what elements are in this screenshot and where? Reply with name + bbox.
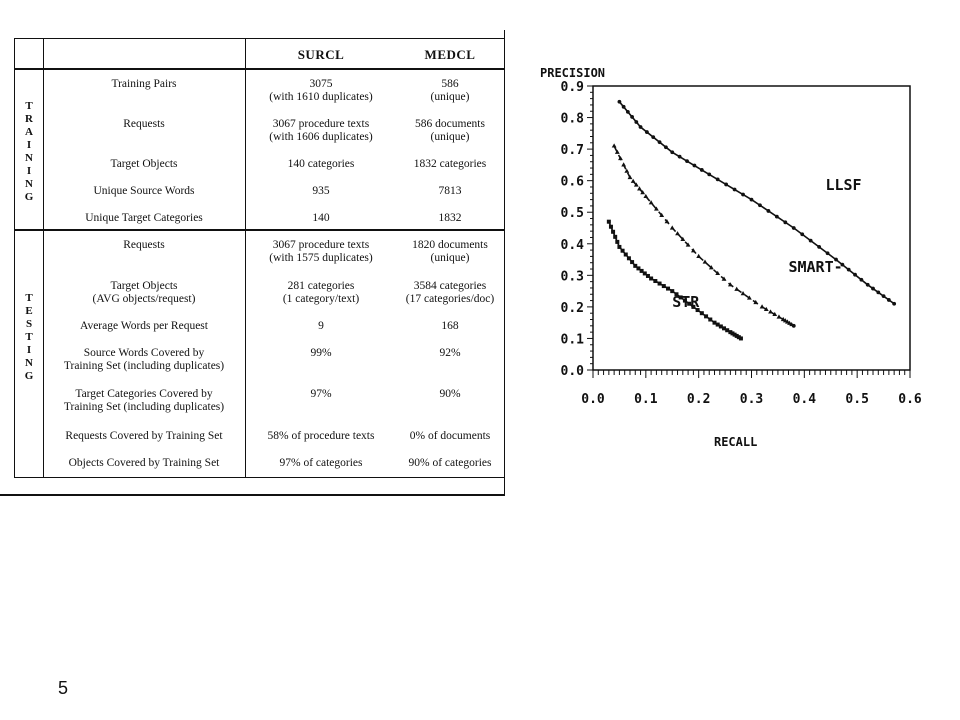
data-point	[617, 245, 621, 249]
data-point	[696, 254, 701, 258]
data-point	[800, 232, 804, 236]
x-tick-label: 0.2	[686, 392, 711, 407]
data-point	[700, 168, 704, 172]
cell-surcl-test-target-objects: 281 categories (1 category/text)	[282, 280, 360, 305]
data-point	[792, 324, 796, 328]
data-point	[685, 159, 689, 163]
slide-number: 5	[58, 678, 69, 698]
data-point	[670, 150, 674, 154]
row-label-average-words: Average Words per Request	[80, 320, 208, 332]
row-label-requests: Requests	[123, 118, 165, 130]
data-point	[708, 318, 712, 322]
cell-medcl-target-objects: 1832 categories	[413, 158, 487, 170]
table-top-border	[14, 38, 505, 39]
cell-surcl-objects-covered: 97% of categories	[279, 457, 363, 469]
section-label-letter: S	[25, 318, 33, 330]
data-point	[783, 220, 787, 224]
data-point	[621, 249, 625, 253]
data-point	[887, 298, 891, 302]
table-section-rule	[14, 229, 505, 231]
data-point	[733, 188, 737, 192]
section-label-letter: T	[25, 292, 33, 304]
data-point	[817, 245, 821, 249]
data-point	[734, 287, 739, 291]
data-point	[662, 284, 666, 288]
cell-medcl-requests-covered: 0% of documents	[409, 430, 491, 442]
section-label-letter: N	[25, 357, 33, 369]
y-tick-label: 0.3	[560, 269, 584, 285]
data-point	[627, 256, 631, 260]
row-label-target-objects: Target Objects	[110, 158, 178, 170]
section-label-letter: T	[25, 100, 33, 112]
x-tick-label: 0.5	[845, 392, 869, 407]
data-point	[826, 251, 830, 255]
section-label-letter: R	[25, 113, 33, 125]
y-tick-label: 0.0	[560, 364, 584, 379]
cell-surcl-requests-covered: 58% of procedure texts	[267, 430, 375, 442]
series-line-smart	[614, 146, 794, 326]
y-tick-label: 0.1	[560, 332, 584, 348]
data-point	[611, 230, 615, 234]
data-point	[704, 314, 708, 318]
table-bottom-border	[0, 494, 505, 496]
table-inner-bottom-rule	[14, 477, 505, 478]
series-label: STR	[672, 292, 700, 311]
column-header-medcl: MEDCL	[424, 47, 476, 62]
y-tick-label: 0.9	[560, 80, 584, 95]
data-point	[626, 110, 630, 114]
y-tick-label: 0.8	[560, 111, 584, 127]
data-point	[613, 235, 617, 239]
data-point	[876, 290, 880, 294]
data-point	[768, 309, 773, 313]
section-label-letter: I	[26, 165, 32, 177]
y-tick-label: 0.5	[560, 206, 584, 222]
row-label-training-pairs: Training Pairs	[111, 78, 177, 90]
section-label-training	[14, 100, 44, 204]
data-point	[707, 172, 711, 176]
cell-medcl-unique-target-categories: 1832	[438, 212, 462, 224]
data-point	[624, 253, 628, 257]
section-label-letter: E	[25, 305, 33, 317]
data-point	[612, 143, 617, 147]
data-point	[724, 183, 728, 187]
table-header-rule	[14, 68, 505, 70]
data-point	[767, 209, 771, 213]
section-label-testing	[14, 292, 44, 383]
y-tick-label: 0.2	[560, 300, 584, 316]
data-point	[615, 240, 619, 244]
row-label-requests-covered: Requests Covered by Training Set	[65, 430, 223, 442]
data-point	[658, 140, 662, 144]
cell-medcl-average-words: 168	[441, 320, 459, 332]
x-tick-label: 0.3	[739, 392, 764, 407]
data-point	[675, 231, 680, 235]
row-label-unique-source-words: Unique Source Words	[93, 185, 195, 197]
cell-medcl-target-categories-covered: 90%	[439, 388, 461, 400]
y-axis-label: PRECISION	[540, 66, 606, 80]
x-tick-label: 0.0	[581, 392, 605, 407]
cell-surcl-unique-target-categories: 140	[312, 212, 330, 224]
section-label-letter: N	[25, 178, 33, 190]
data-point	[693, 164, 697, 168]
data-point	[607, 220, 611, 224]
data-point	[630, 260, 634, 264]
cell-medcl-test-target-objects: 3584 categories (17 categories/doc)	[405, 280, 495, 305]
data-point	[853, 273, 857, 277]
data-point	[750, 198, 754, 202]
data-point	[716, 178, 720, 182]
section-label-letter: I	[26, 344, 32, 356]
x-tick-label: 0.4	[792, 392, 817, 407]
data-point	[892, 302, 896, 306]
data-point	[871, 287, 875, 291]
data-point	[775, 215, 779, 219]
data-point	[609, 225, 613, 229]
y-tick-label: 0.7	[560, 143, 584, 159]
data-point	[621, 162, 626, 166]
cell-surcl-test-requests: 3067 procedure texts (with 1575 duplicates)	[269, 239, 373, 264]
cell-surcl-source-words-covered: 99%	[310, 347, 332, 359]
series-line-llsf	[619, 102, 894, 304]
data-point	[653, 279, 657, 283]
data-point	[809, 239, 813, 243]
cell-medcl-requests: 586 documents (unique)	[415, 118, 485, 143]
x-axis-label: RECALL	[713, 435, 758, 449]
x-tick-label: 0.6	[898, 392, 922, 407]
data-point	[645, 130, 649, 134]
data-point	[630, 115, 634, 119]
row-label-test-target-objects: Target Objects (AVG objects/request)	[92, 280, 196, 305]
cell-medcl-training-pairs: 586 (unique)	[430, 78, 470, 103]
section-label-letter: G	[24, 370, 34, 382]
series-label: LLSF	[825, 176, 862, 195]
data-point	[792, 226, 796, 230]
table-right-border	[504, 30, 505, 496]
data-point	[658, 282, 662, 286]
data-point	[618, 100, 622, 104]
dataset-statistics-table	[0, 30, 505, 496]
data-point	[651, 135, 655, 139]
cell-medcl-unique-source-words: 7813	[438, 185, 462, 197]
data-point	[639, 125, 643, 129]
cell-surcl-training-pairs: 3075 (with 1610 duplicates)	[269, 78, 373, 103]
data-point	[741, 193, 745, 197]
cell-surcl-average-words: 9	[318, 320, 324, 332]
data-point	[700, 311, 704, 315]
data-point	[670, 225, 675, 229]
data-point	[866, 283, 870, 287]
data-point	[760, 304, 765, 308]
data-point	[777, 314, 782, 318]
data-point	[664, 145, 668, 149]
series-label: SMART-	[788, 258, 843, 277]
data-point	[666, 287, 670, 291]
cell-surcl-requests: 3067 procedure texts (with 1606 duplicates)	[269, 118, 373, 143]
cell-surcl-unique-source-words: 935	[312, 185, 330, 197]
cell-medcl-test-requests: 1820 documents (unique)	[412, 239, 488, 264]
cell-medcl-source-words-covered: 92%	[439, 347, 461, 359]
cell-surcl-target-objects: 140 categories	[287, 158, 355, 170]
data-point	[643, 194, 648, 198]
precision-recall-chart	[520, 58, 940, 458]
data-point	[637, 186, 642, 190]
data-point	[649, 276, 653, 280]
column-header-surcl: SURCL	[297, 47, 345, 62]
y-tick-label: 0.6	[560, 174, 584, 190]
row-label-test-requests: Requests	[123, 239, 165, 251]
section-label-letter: N	[25, 152, 33, 164]
cell-medcl-objects-covered: 90% of categories	[408, 457, 492, 469]
row-label-source-words-covered: Source Words Covered by Training Set (including duplicates)	[63, 347, 225, 372]
section-label-letter: G	[24, 191, 34, 203]
data-point	[758, 203, 762, 207]
section-label-letter: I	[26, 139, 32, 151]
section-label-letter: T	[25, 331, 33, 343]
data-point	[691, 248, 696, 252]
x-tick-label: 0.1	[634, 392, 658, 407]
data-point	[739, 336, 743, 340]
data-point	[678, 155, 682, 159]
data-point	[634, 120, 638, 124]
row-label-unique-target-categories: Unique Target Categories	[85, 212, 203, 224]
data-point	[622, 105, 626, 109]
data-point	[847, 268, 851, 272]
row-label-objects-covered: Objects Covered by Training Set	[68, 457, 220, 469]
section-label-letter: A	[25, 126, 33, 138]
data-point	[631, 179, 636, 183]
data-point	[882, 294, 886, 298]
series-line-str	[609, 222, 741, 339]
cell-surcl-target-categories-covered: 97%	[310, 388, 332, 400]
precision-recall-plot	[520, 58, 940, 458]
data-point	[859, 278, 863, 282]
y-tick-label: 0.4	[560, 237, 584, 253]
row-label-target-categories-covered: Target Categories Covered by Training Set (including duplicates)	[63, 388, 225, 413]
